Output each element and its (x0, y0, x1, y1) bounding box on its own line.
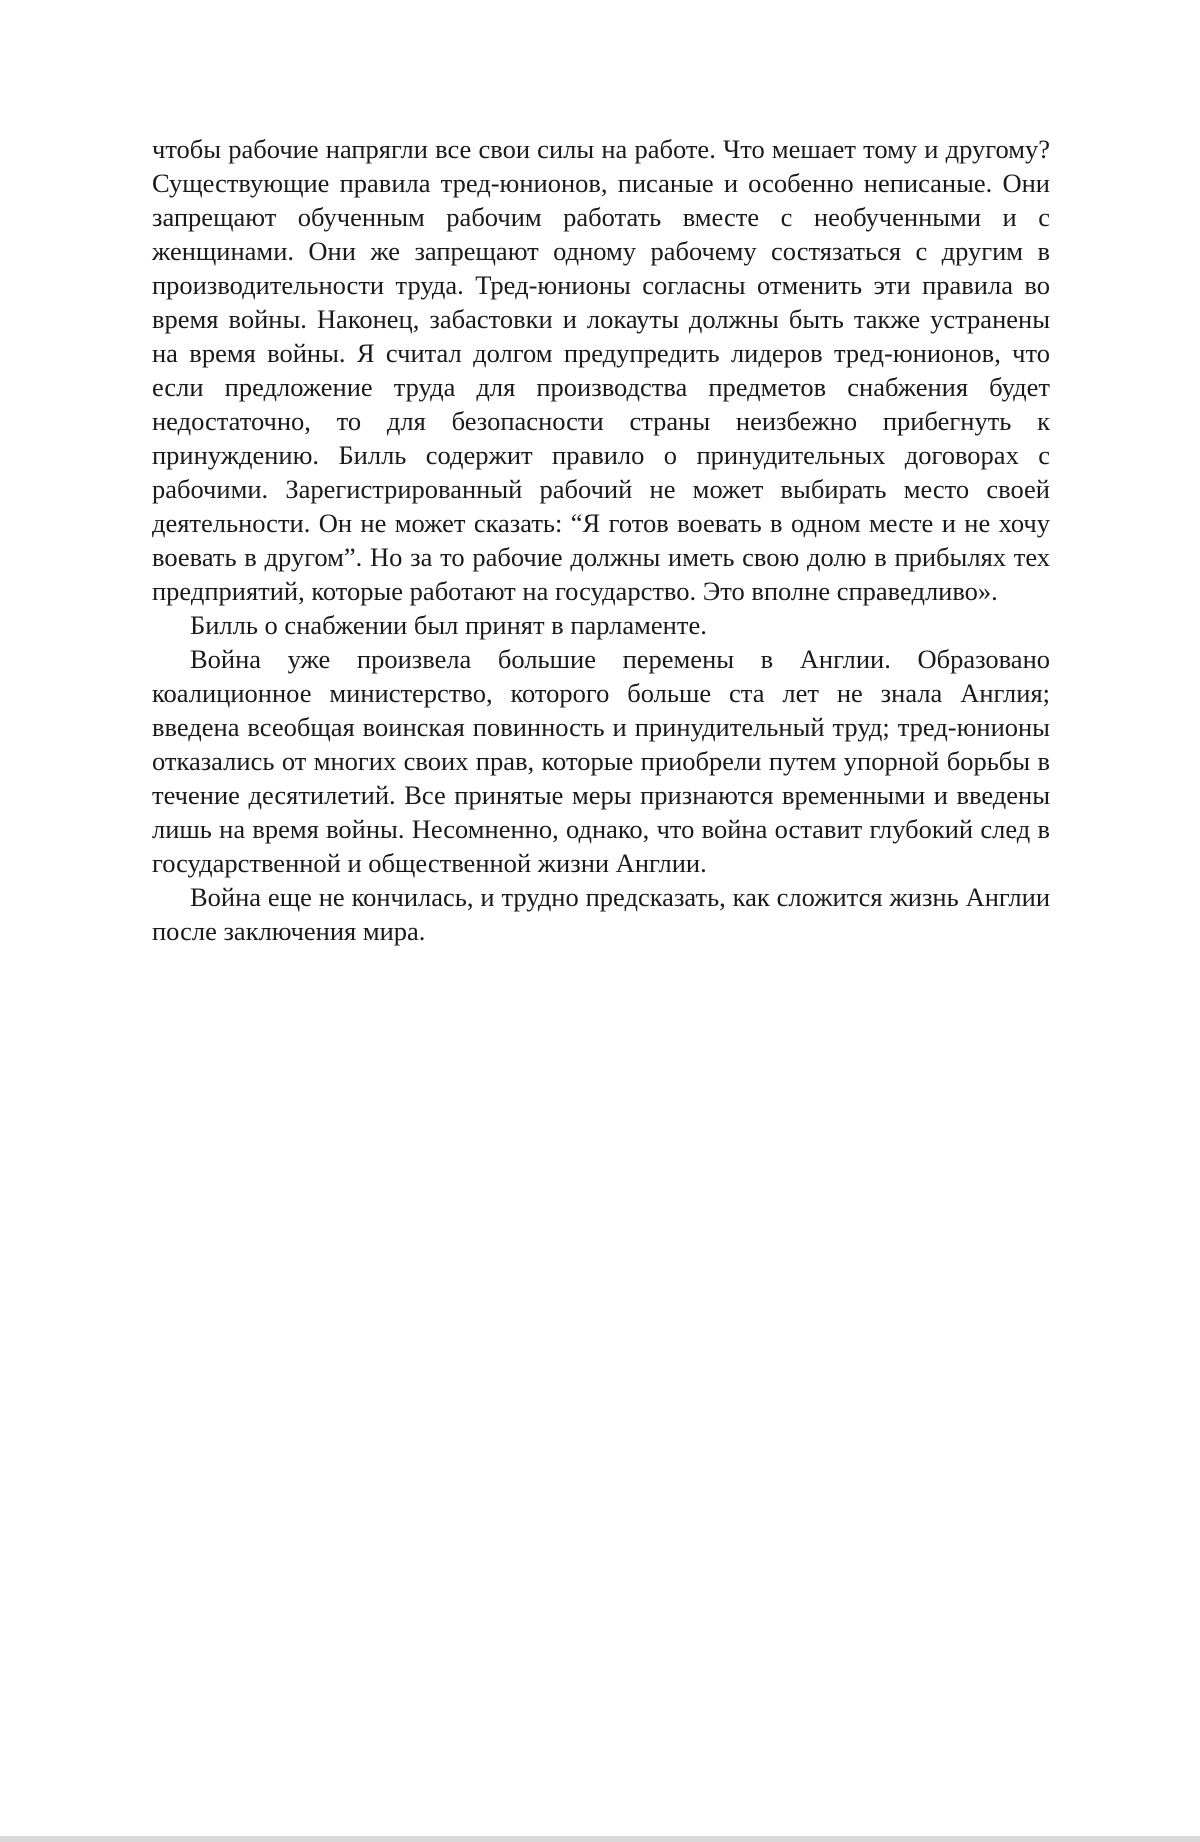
paragraph-conclusion: Война еще не кончилась, и трудно предсказать, как сложится жизнь Англии после заключения мира. (152, 882, 1050, 946)
body-text (152, 132, 1050, 948)
paragraph-continuation: чтобы рабочие напрягли все свои силы на работе. Что мешает тому и другому? Существующие правила тред-юнионов, писаные и особенно неписаные. Они запрещают обученным рабочим работать вместе с необученными и с женщинами. Они же запрещают одному рабочему состязаться с другим в производительности труда. Тред-юнионы согласны отменить эти правила во время войны. Наконец, забастовки и локауты должны быть также устранены на время войны. Я считал долгом предупредить лидеров тред-юнионов, что если предложение труда для производства предметов снабжения будет недостаточно, то для безопасности страны неизбежно прибегнуть к принуждению. Билль содержит правило о принудительных договорах с рабочими. Зарегистрированный рабочий не может выбирать место своей деятельности. Он не может сказать: “Я готов воевать в одном месте и не хочу воевать в другом”. Но за то рабочие должны иметь свою долю в прибылях тех предприятий, которые работают на государство. Это вполне справедливо». (152, 134, 1050, 606)
paragraph-war-changes: Война уже произвела большие перемены в Англии. Образовано коалиционное министерство, которого больше ста лет не знала Англия; введена всеобщая воинская повинность и принудительный труд; тред-юнионы отказались от многих своих прав, которые приобрели путем упорной борьбы в течение десятилетий. Все принятые меры признаются временными и введены лишь на время войны. Несомненно, однако, что война оставит глубокий след в государственной и общественной жизни Англии. (152, 644, 1050, 878)
paragraph-bill-passed: Билль о снабжении был принят в парламенте. (190, 610, 707, 640)
page-bottom-edge (0, 1836, 1200, 1842)
